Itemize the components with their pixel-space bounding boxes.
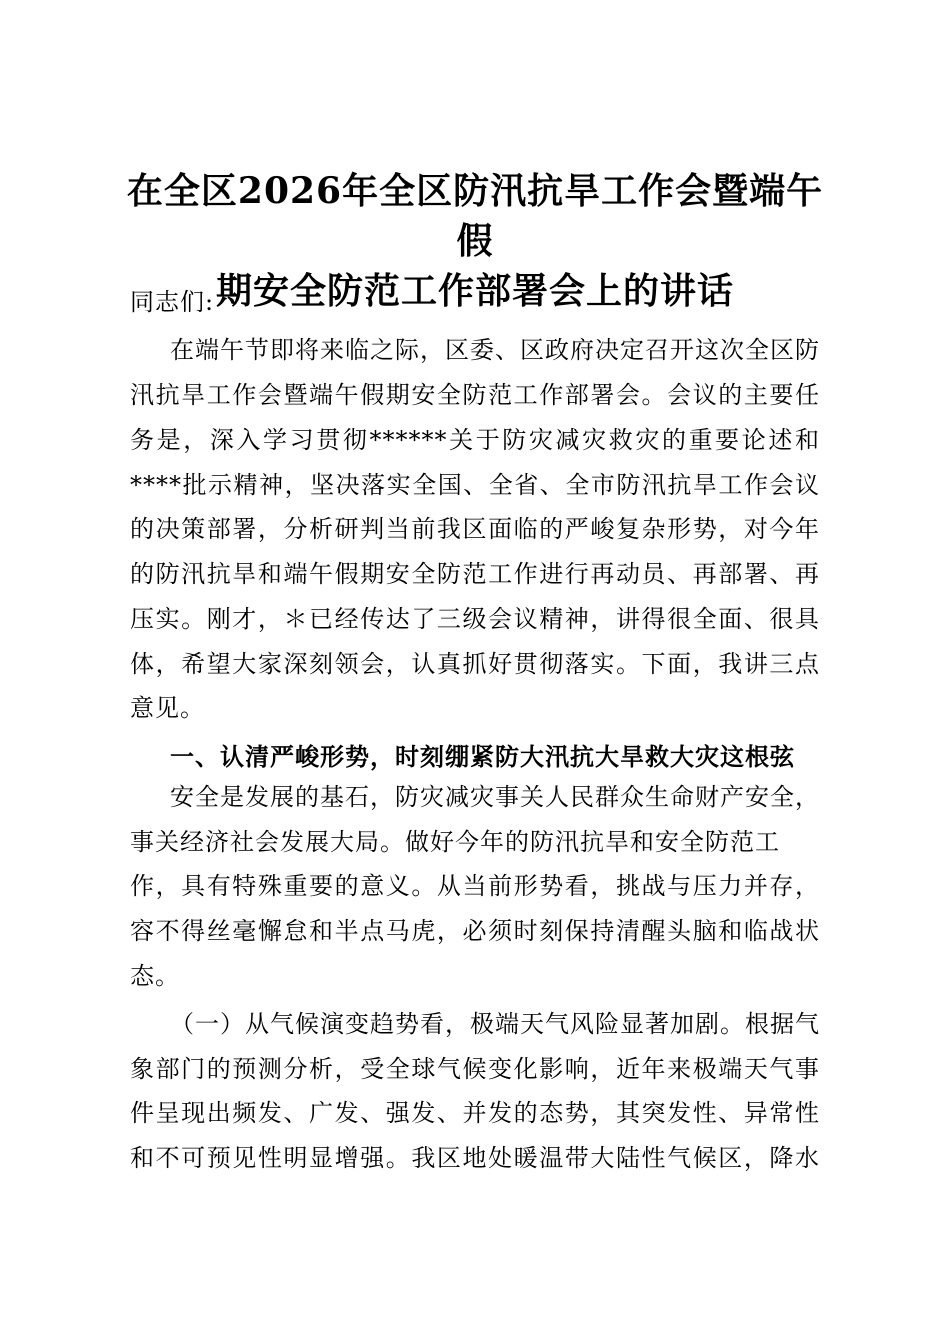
paragraph-line: 体，希望大家深刻领会，认真抓好贯彻落实。下面，我讲三点 <box>130 650 820 678</box>
paragraph-line: 在端午节即将来临之际，区委、区政府决定召开这次全区防 <box>170 336 820 364</box>
paragraph-line: 压实。刚才，＊已经传达了三级会议精神，讲得很全面、很具 <box>130 605 820 633</box>
title-line-1: 在全区2026年全区防汛抗旱工作会暨端午假 <box>126 170 824 262</box>
paragraph-line: 的防汛抗旱和端午假期安全防范工作进行再动员、再部署、再 <box>130 560 820 588</box>
paragraph-line: 意见。 <box>130 694 205 722</box>
paragraph-line: ****批示精神，坚决落实全国、全省、全市防汛抗旱工作会议 <box>130 471 820 499</box>
paragraph-line: 事关经济社会发展大局。做好今年的防汛抗旱和安全防范工 <box>130 828 780 856</box>
paragraph-line: 象部门的预测分析，受全球气候变化影响，近年来极端天气事 <box>130 1055 820 1083</box>
section-heading: 一、认清严峻形势，时刻绷紧防大汛抗大旱救大灾这根弦 <box>170 742 795 771</box>
paragraph-line: 安全是发展的基石，防灾减灾事关人民群众生命财产安全， <box>170 783 820 811</box>
paragraph-line: （一）从气候演变趋势看，极端天气风险显著加剧。根据气 <box>170 1010 820 1038</box>
salutation: 同志们: <box>130 288 215 316</box>
paragraph-line: 汛抗旱工作会暨端午假期安全防范工作部署会。会议的主要任 <box>130 381 820 409</box>
paragraph-line: 的决策部署，分析研判当前我区面临的严峻复杂形势，对今年 <box>130 515 820 543</box>
paragraph-line: 务是，深入学习贯彻******关于防灾减灾救灾的重要论述和 <box>130 426 820 454</box>
paragraph-line: 件呈现出频发、广发、强发、并发的态势，其突发性、异常性 <box>130 1099 820 1127</box>
title-line-2: 期安全防范工作部署会上的讲话 <box>215 270 734 312</box>
paragraph-line: 作，具有特殊重要的意义。从当前形势看，挑战与压力并存， <box>130 872 820 900</box>
paragraph-line: 和不可预见性明显增强。我区地处暖温带大陆性气候区，降水 <box>130 1144 820 1172</box>
paragraph-line: 容不得丝毫懈怠和半点马虎，必须时刻保持清醒头脑和临战状 <box>130 917 820 945</box>
paragraph-line: 态。 <box>130 962 180 990</box>
